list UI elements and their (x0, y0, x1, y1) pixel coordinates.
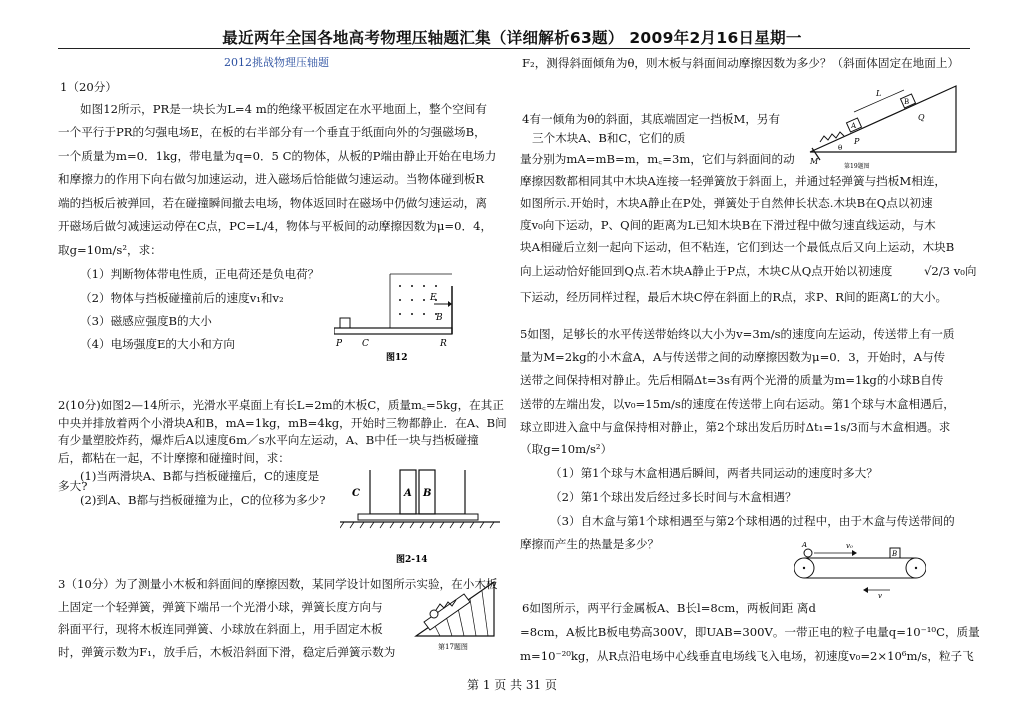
q6-line: 6如图所示，两平行金属板A、B长l=8cm，两板间距 离d (522, 601, 816, 615)
q6-line: =8cm，A板比B板电势高300V，即UAB=300V。一带正电的粒子电量q=10⁻¹⁰C，质量 (520, 625, 980, 639)
header-rule (58, 48, 970, 49)
q4-line: 度v₀向下运动，P、Q间的距离为L已知木块B在下滑过程中做匀速直线运动，与木 (520, 218, 936, 232)
q4-line: 下运动，经历同样过程，最后木块C停在斜面上的R点，求P、R间的距离L′的大小。 (520, 290, 948, 304)
q2-item: (1)当两滑块A、B都与挡板碰撞后，C的速度是 (80, 469, 320, 483)
fig214-caption: 图2-14 (396, 555, 428, 565)
q1-line: 取g=10m/s²，求： (58, 243, 162, 257)
fig5-letter-v0: v₀ (846, 542, 853, 550)
fig19-letter-theta: θ (838, 144, 843, 152)
q2-line: 有少量塑胶炸药，爆炸后A以速度6m／s水平向左运动，A、B中任一块与挡板碰撞 (58, 433, 479, 447)
q5-item: （1）第1个球与木盒相遇后瞬间，两者共同运动的速度时多大？ (550, 466, 878, 480)
q4-line: 如图所示.开始时，木块A静止在P处，弹簧处于自然伸长状态.木块B在Q点以初速 (520, 196, 933, 210)
q1-line: 开磁场后做匀减速运动停在C点，PC=L/4，物体与平板间的动摩擦因数为μ=0．4， (58, 219, 493, 233)
q1-item: （2）物体与挡板碰撞前后的速度v₁和v₂ (80, 291, 284, 305)
fig214-letter-a: A (404, 488, 412, 499)
q1-item: （3）磁感应强度B的大小 (80, 314, 212, 328)
q1-line: 一个质量为m=0．1kg，带电量为q=0．5 C的物体，从板的P端由静止开始在电场力 (58, 149, 497, 163)
q3-line: 斜面平行，现将木板连同弹簧、小球放在斜面上，用手固定木板 (58, 622, 383, 636)
fig12-letter-e: E (430, 293, 437, 303)
q3-continuation: F₂，测得斜面倾角为θ，则木板与斜面间动摩擦因数为多少？（斜面体固定在地面上） (522, 56, 960, 70)
fig12-caption: 图12 (386, 353, 408, 363)
section-title: 2012挑战物理压轴题 (224, 56, 329, 69)
fig19-letter-p: P (854, 137, 860, 146)
figure-17 (414, 574, 504, 654)
q5-line: （取g=10m/s²） (520, 442, 613, 456)
fig5-letter-v: v (878, 592, 882, 598)
q4-line: 块A相碰后立刻一起向下运动，但不粘连，它们到达一个最低点后又向上运动，木块B (520, 240, 955, 254)
q5-line: 量为M=2kg的小木盒A，A与传送带之间的动摩擦因数为μ=0．3，开始时，A与传 (520, 350, 946, 364)
fig19-letter-a: A (851, 122, 857, 130)
q4-line: 摩擦因数都相同其中木块A连接一轻弹簧放于斜面上，并通过轻弹簧与挡板M相连， (520, 174, 947, 188)
q2-line: 2(10分)如图2—14所示，光滑水平桌面上有长L=2m的木板C，质量m꜀=5kg，在其正 (58, 398, 504, 412)
q1-line: 如图12所示，PR是一块长为L=4 m的绝缘平板固定在水平地面上，整个空间有 (80, 102, 487, 116)
q4-speed: √2/3 v₀向 (924, 264, 977, 278)
q5-line: 5如图，足够长的水平传送带始终以大小为v=3m/s的速度向左运动，传送带上有一质 (520, 327, 955, 341)
fig5-letter-a: A (802, 542, 808, 549)
fig19-letter-b: B (904, 98, 910, 106)
q1-item: （1）判断物体带电性质，正电荷还是负电荷？ (80, 267, 320, 281)
fig214-letter-c: C (352, 488, 360, 499)
q5-line: 送带之间保持相对静止。先后相隔Δt=3s有两个光滑的质量为m=1kg的小球B自传 (520, 373, 944, 387)
q2-item: 多大? (58, 479, 88, 493)
fig19-caption: 第19题图 (844, 163, 870, 170)
fig12-letter-p: P (336, 339, 343, 349)
fig12-letter-c: C (362, 339, 369, 349)
figure-12 (334, 266, 464, 366)
q1-item: （4）电场强度E的大小和方向 (80, 337, 235, 351)
fig19-letter-m: M (810, 157, 819, 166)
figure-5-conveyor (794, 542, 926, 598)
q4-line: 三个木块A、B和C，它们的质 (532, 131, 686, 145)
page-header: 最近两年全国各地高考物理压轴题汇集（详细解析63题） 2009年2月16日星期一 (222, 29, 802, 47)
q4-line: 4有一倾角为θ的斜面，其底端固定一挡板M，另有 (522, 112, 781, 126)
q3-line: 3（10分）为了测量小木板和斜面间的摩擦因数，某同学设计如图所示实验，在小木板 (58, 577, 498, 591)
q4-line: 向上运动恰好能回到Q点.若木块A静止于P点，木块C从Q点开始以初速度 (520, 264, 893, 278)
q3-line: 上固定一个轻弹簧，弹簧下端吊一个光滑小球，弹簧长度方向与 (58, 600, 383, 614)
fig214-letter-b: B (423, 488, 432, 499)
q2-line: 中央并排放着两个小滑块A和B，mA=1kg，mB=4kg，开始时三物都静止．在A、B间 (58, 416, 507, 430)
q5-item: 摩擦而产生的热量是多少？ (520, 537, 660, 551)
q1-line: 和摩擦力的作用下向右做匀加速运动，进入磁场后恰能做匀速运动。当物体碰到板R (58, 172, 485, 186)
q3-line: 时，弹簧示数为F₁，放手后，木板沿斜面下滑，稳定后弹簧示数为 (58, 645, 396, 659)
fig12-letter-b: B (436, 313, 443, 323)
q6-line: m=10⁻²⁰kg，从R点沿电场中心线垂直电场线飞入电场，初速度v₀=2×10⁶m/s，粒子飞 (520, 649, 974, 663)
q1-line: 一个平行于PR的匀强电场E，在板的右半部分有一个垂直于纸面向外的匀强磁场B， (58, 125, 486, 139)
q5-line: 送带的左端出发，以v₀=15m/s的速度在传送带上向右运动。第1个球与木盒相遇后， (520, 397, 955, 411)
page-footer: 第 1 页 共 31 页 (467, 678, 557, 692)
q2-line: 后，都粘在一起，不计摩擦和碰撞时间，求： (58, 451, 290, 465)
q1-line: 端的挡板后被弹回，若在碰撞瞬间撤去电场，物体返回时在磁场中仍做匀速运动，离 (58, 196, 487, 210)
figure-2-14 (340, 462, 500, 572)
fig5-letter-b: B (892, 550, 898, 558)
q4-line: 量分别为mA=mB=m，m꜀=3m，它们与斜面间的动 (520, 152, 795, 166)
q2-item: (2)到A、B都与挡板碰撞为止，C的位移为多少? (80, 493, 326, 507)
fig17-caption: 第17题图 (438, 643, 468, 651)
q5-item: （2）第1个球出发后经过多长时间与木盒相遇？ (550, 490, 797, 504)
figure-19 (806, 80, 966, 172)
fig19-letter-l: L (876, 89, 882, 98)
q1-heading: 1（20分） (60, 80, 117, 94)
fig12-letter-r: R (440, 339, 447, 349)
q5-line: 球立即进入盒中与盒保持相对静止，第2个球出发后历时Δt₁=1s/3而与木盒相遇。求 (520, 420, 951, 434)
q5-item: （3）自木盒与第1个球相遇至与第2个球相遇的过程中，由于木盒与传送带间的 (550, 514, 955, 528)
fig19-letter-q: Q (918, 113, 925, 122)
